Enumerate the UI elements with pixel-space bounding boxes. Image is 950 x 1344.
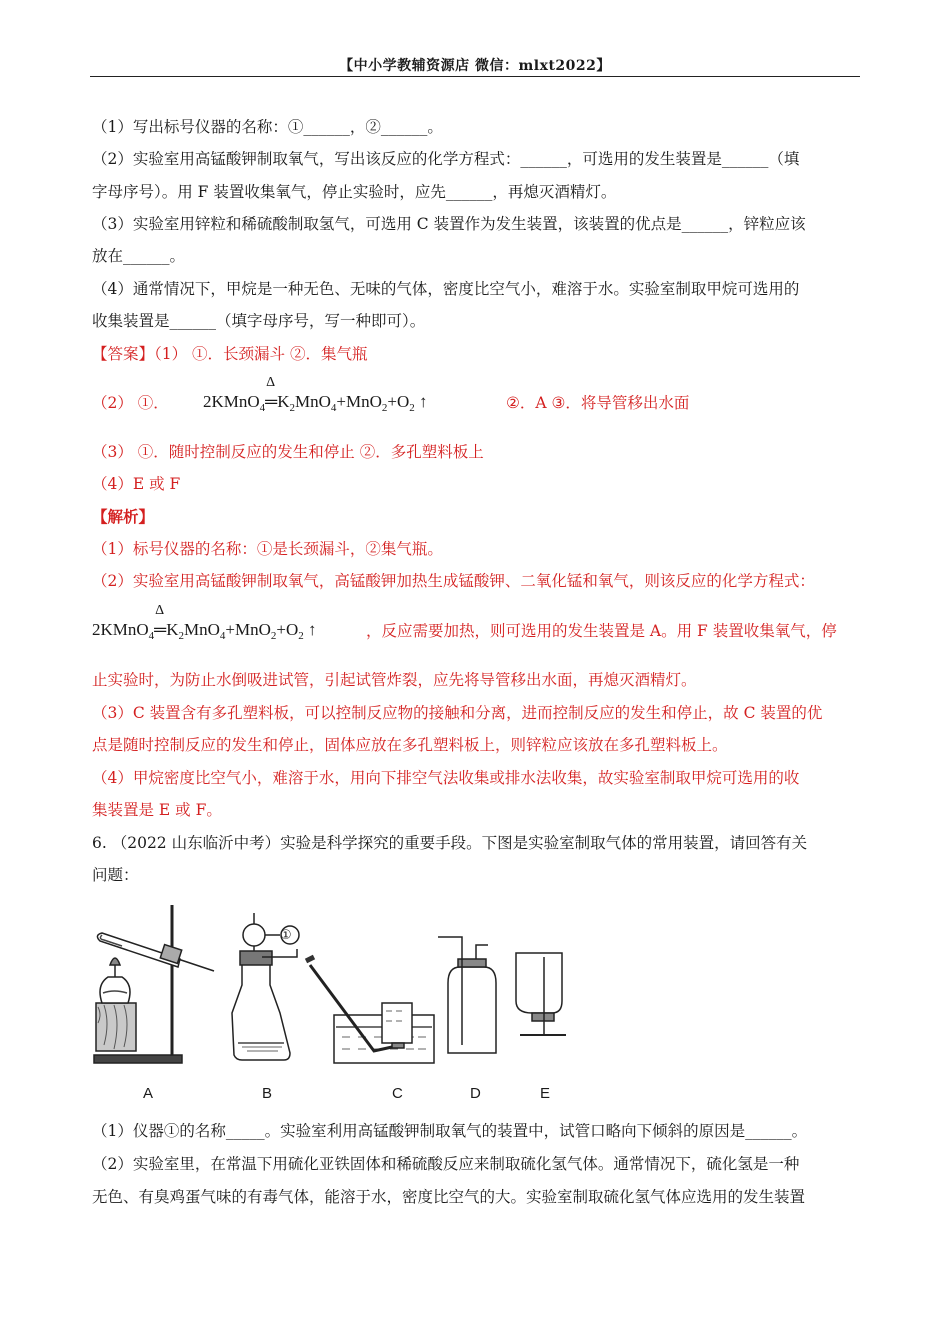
apparatus-e — [516, 953, 566, 1035]
question-2-line-1: （2）实验室用高锰酸钾制取氧气，写出该反应的化学方程式：______，可选用的发生装置是______（填 — [92, 150, 800, 168]
circled-label-1: ① — [280, 928, 292, 943]
question-6-2-line-2: 无色、有臭鸡蛋气味的有毒气体，能溶于水，密度比空气的大。实验室制取硫化氢气体应选用的发生装置 — [92, 1188, 806, 1206]
analysis-3-line-1: （3）C 装置含有多孔塑料板，可以控制反应物的接触和分离，进而控制反应的发生和停止，故 C 装置的优 — [92, 704, 823, 722]
analysis-2-line-2: ，反应需要加热，则可选用的发生装置是 A。用 F 装置收集氧气，停 — [366, 622, 837, 640]
question-6-2-line-1: （2）实验室里，在常温下用硫化亚铁固体和稀硫酸反应来制取硫化氢气体。通常情况下，硫化氢是一种 — [92, 1155, 800, 1173]
question-2-line-2: 字母序号）。用 F 装置收集氧气，停止实验时，应先______，再熄灭酒精灯。 — [92, 183, 617, 201]
question-4-line-1: （4）通常情况下，甲烷是一种无色、无味的气体，密度比空气小，难溶于水。实验室制取甲烷可选用的 — [92, 280, 800, 298]
analysis-2-line-3: 止实验时，为防止水倒吸进试管，引起试管炸裂，应先将导管移出水面，再熄灭酒精灯。 — [92, 671, 697, 689]
question-3-line-1: （3）实验室用锌粒和稀硫酸制取氢气，可选用 C 装置作为发生装置，该装置的优点是______，锌粒应该 — [92, 215, 806, 233]
equation-answer: 2KMnO$_4$ Δ $═K_2MnO_4+MnO_2+O_2$ ↑ — [203, 375, 428, 414]
question-1: （1）写出标号仪器的名称：①______，②______。 — [92, 118, 443, 136]
apparatus-a — [94, 905, 214, 1063]
answer-4: （4）E 或 F — [92, 475, 181, 493]
analysis-2-line-1: （2）实验室用高锰酸钾制取氧气，高锰酸钾加热生成锰酸钾、二氧化锰和氧气，则该反应的化学方程式： — [92, 572, 815, 590]
answer-1: 【答案】（1） ①．长颈漏斗 ②．集气瓶 — [92, 345, 368, 363]
answer-3: （3） ①．随时控制反应的发生和停止 ②．多孔塑料板上 — [92, 443, 484, 461]
apparatus-figure — [92, 895, 592, 1105]
question-3-line-2: 放在______。 — [92, 247, 186, 265]
page-header: 【中小学教辅资源店 微信：mlxt2022】 — [339, 58, 611, 74]
figure-label-b: B — [262, 1085, 273, 1102]
analysis-heading: 【解析】 — [92, 507, 155, 526]
figure-label-a: A — [143, 1085, 154, 1102]
figure-label-c: C — [392, 1085, 403, 1102]
answer-2-suffix: ②．A ③．将导管移出水面 — [506, 394, 690, 412]
apparatus-d — [438, 937, 496, 1053]
question-6-1: （1）仪器①的名称_____。实验室利用高锰酸钾制取氧气的装置中，试管口略向下倾斜的原因是______。 — [92, 1122, 808, 1140]
question-6-line-1: 6. （2022 山东临沂中考）实验是科学探究的重要手段。下图是实验室制取气体的常用装置，请回答有关 — [92, 834, 808, 852]
analysis-4-line-2: 集装置是 E 或 F。 — [92, 801, 222, 819]
apparatus-c — [306, 957, 434, 1063]
question-6-line-2: 问题： — [92, 866, 139, 884]
analysis-1: （1）标号仪器的名称：①是长颈漏斗，②集气瓶。 — [92, 540, 443, 558]
analysis-4-line-1: （4）甲烷密度比空气小，难溶于水，用向下排空气法收集或排水法收集，故实验室制取甲烷可选用的收 — [92, 769, 800, 787]
question-4-line-2: 收集装置是______（填字母序号，写一种即可）。 — [92, 312, 426, 330]
header-rule — [90, 76, 860, 77]
equation-analysis: 2KMnO$_4$ Δ $═K_2MnO_4+MnO_2+O_2$ ↑ — [92, 603, 317, 642]
answer-2-prefix: （2） ①． — [92, 394, 169, 412]
analysis-3-line-2: 点是随时控制反应的发生和停止，固体应放在多孔塑料板上，则锌粒应该放在多孔塑料板上。 — [92, 736, 728, 754]
figure-label-d: D — [470, 1085, 481, 1102]
figure-label-e: E — [540, 1085, 551, 1102]
